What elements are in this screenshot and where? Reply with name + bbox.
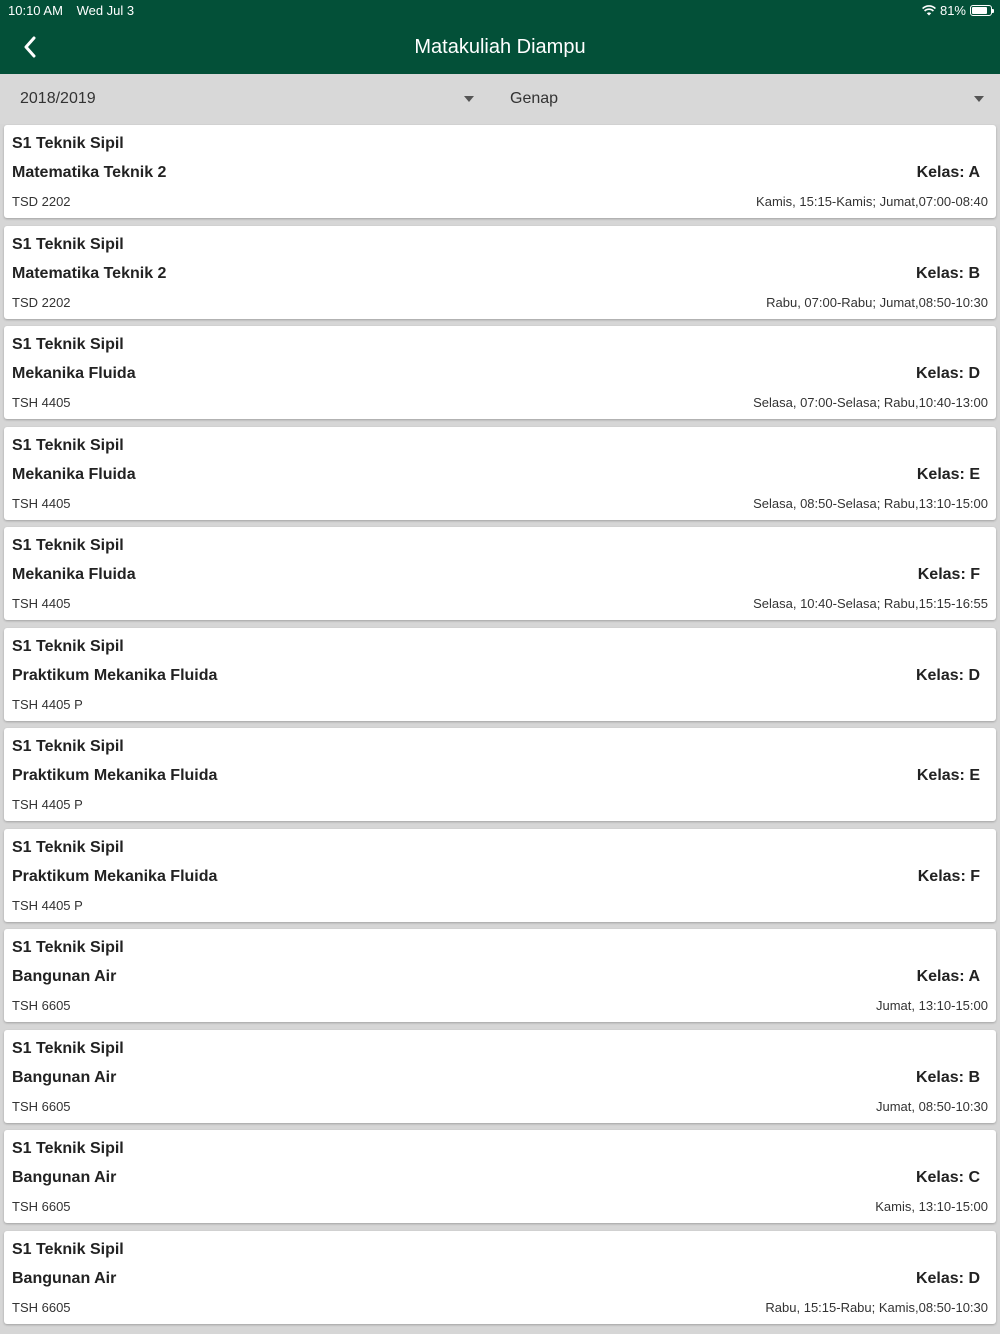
status-time: 10:10 AM <box>8 2 63 18</box>
course-program: S1 Teknik Sipil <box>12 135 124 152</box>
course-code: TSH 4405 <box>12 596 71 611</box>
course-program: S1 Teknik Sipil <box>12 336 124 353</box>
year-dropdown[interactable] <box>0 74 490 124</box>
course-code: TSH 6605 <box>12 998 71 1013</box>
course-code: TSH 6605 <box>12 1098 71 1114</box>
course-card[interactable] <box>4 427 996 520</box>
course-name: Bangunan Air <box>12 1169 117 1186</box>
page-title: Matakuliah Diampu <box>414 35 586 58</box>
course-name: Mekanika Fluida <box>12 365 136 382</box>
term-dropdown-value: Genap <box>510 90 559 107</box>
course-program: S1 Teknik Sipil <box>12 537 124 554</box>
course-class: Kelas: B <box>915 264 980 282</box>
course-card[interactable] <box>4 1231 996 1324</box>
course-program: S1 Teknik Sipil <box>12 939 124 956</box>
course-schedule: Jumat, 13:10-15:00 <box>875 998 988 1013</box>
course-program: S1 Teknik Sipil <box>12 637 124 655</box>
course-card[interactable] <box>4 1130 996 1223</box>
caret-down-icon <box>464 96 474 102</box>
course-schedule: Kamis, 13:10-15:00 <box>875 1199 988 1214</box>
course-class: Kelas: F <box>917 566 980 583</box>
course-program: S1 Teknik Sipil <box>12 838 124 856</box>
course-name: Mekanika Fluida <box>12 465 136 483</box>
course-program: S1 Teknik Sipil <box>12 738 124 755</box>
battery-icon <box>970 5 992 16</box>
status-date: Wed Jul 3 <box>76 2 135 18</box>
course-class: Kelas: C <box>915 1169 980 1186</box>
course-code: TSD 2202 <box>12 294 71 310</box>
course-class: Kelas: A <box>916 164 980 181</box>
filter-bar <box>0 74 1000 124</box>
course-card[interactable] <box>4 929 996 1022</box>
course-class: Kelas: B <box>915 1068 980 1086</box>
nav-bar <box>0 20 1000 74</box>
course-code: TSH 6605 <box>12 1299 71 1315</box>
course-name: Praktikum Mekanika Fluida <box>12 666 218 684</box>
course-card[interactable] <box>4 326 996 419</box>
course-code: TSH 4405 P <box>12 897 83 913</box>
course-code: TSH 4405 P <box>12 696 83 712</box>
course-name: Bangunan Air <box>12 1269 117 1287</box>
course-card[interactable] <box>4 226 996 319</box>
caret-down-icon <box>974 96 984 102</box>
status-bar <box>0 0 1000 20</box>
course-code: TSH 4405 P <box>12 797 83 812</box>
course-name: Matematika Teknik 2 <box>12 164 167 181</box>
course-class: Kelas: A <box>916 968 980 985</box>
term-dropdown[interactable] <box>490 74 1000 124</box>
course-program: S1 Teknik Sipil <box>12 1140 124 1157</box>
course-name: Bangunan Air <box>12 1068 117 1086</box>
course-schedule: Selasa, 08:50-Selasa; Rabu,13:10-15:00 <box>753 495 988 511</box>
course-class: Kelas: F <box>917 867 980 885</box>
course-program: S1 Teknik Sipil <box>12 235 124 253</box>
course-schedule: Kamis, 15:15-Kamis; Jumat,07:00-08:40 <box>756 194 988 209</box>
course-code: TSH 6605 <box>12 1199 71 1214</box>
course-class: Kelas: E <box>916 465 980 483</box>
course-name: Praktikum Mekanika Fluida <box>12 867 218 885</box>
status-left <box>8 3 144 18</box>
battery-percent: 81% <box>939 2 966 18</box>
course-code: TSH 4405 <box>12 495 71 511</box>
status-right <box>922 3 992 18</box>
course-card[interactable] <box>4 728 996 821</box>
wifi-icon <box>922 5 936 16</box>
course-class: Kelas: D <box>915 365 980 382</box>
course-code: TSH 4405 <box>12 395 71 410</box>
course-schedule: Rabu, 15:15-Rabu; Kamis,08:50-10:30 <box>765 1299 988 1315</box>
course-card[interactable] <box>4 1030 996 1123</box>
course-program: S1 Teknik Sipil <box>12 1039 124 1057</box>
course-card[interactable] <box>4 125 996 218</box>
course-schedule: Selasa, 07:00-Selasa; Rabu,10:40-13:00 <box>753 395 988 410</box>
course-class: Kelas: D <box>915 1269 980 1287</box>
course-schedule: Selasa, 10:40-Selasa; Rabu,15:15-16:55 <box>753 596 988 611</box>
course-list <box>0 124 1000 1334</box>
course-card[interactable] <box>4 829 996 922</box>
course-class: Kelas: E <box>916 767 980 784</box>
course-schedule: Jumat, 08:50-10:30 <box>875 1098 988 1114</box>
course-card[interactable] <box>4 628 996 721</box>
course-code: TSD 2202 <box>12 194 71 209</box>
course-name: Praktikum Mekanika Fluida <box>12 767 218 784</box>
course-card[interactable] <box>4 527 996 620</box>
course-class: Kelas: D <box>915 666 980 684</box>
course-program: S1 Teknik Sipil <box>12 1240 124 1258</box>
battery-fill <box>972 7 987 14</box>
back-button[interactable] <box>14 30 46 64</box>
course-schedule: Rabu, 07:00-Rabu; Jumat,08:50-10:30 <box>766 294 988 310</box>
year-dropdown-value: 2018/2019 <box>20 90 96 107</box>
course-name: Mekanika Fluida <box>12 566 136 583</box>
chevron-left-icon <box>23 36 37 58</box>
course-name: Bangunan Air <box>12 968 117 985</box>
course-name: Matematika Teknik 2 <box>12 264 167 282</box>
course-program: S1 Teknik Sipil <box>12 436 124 454</box>
